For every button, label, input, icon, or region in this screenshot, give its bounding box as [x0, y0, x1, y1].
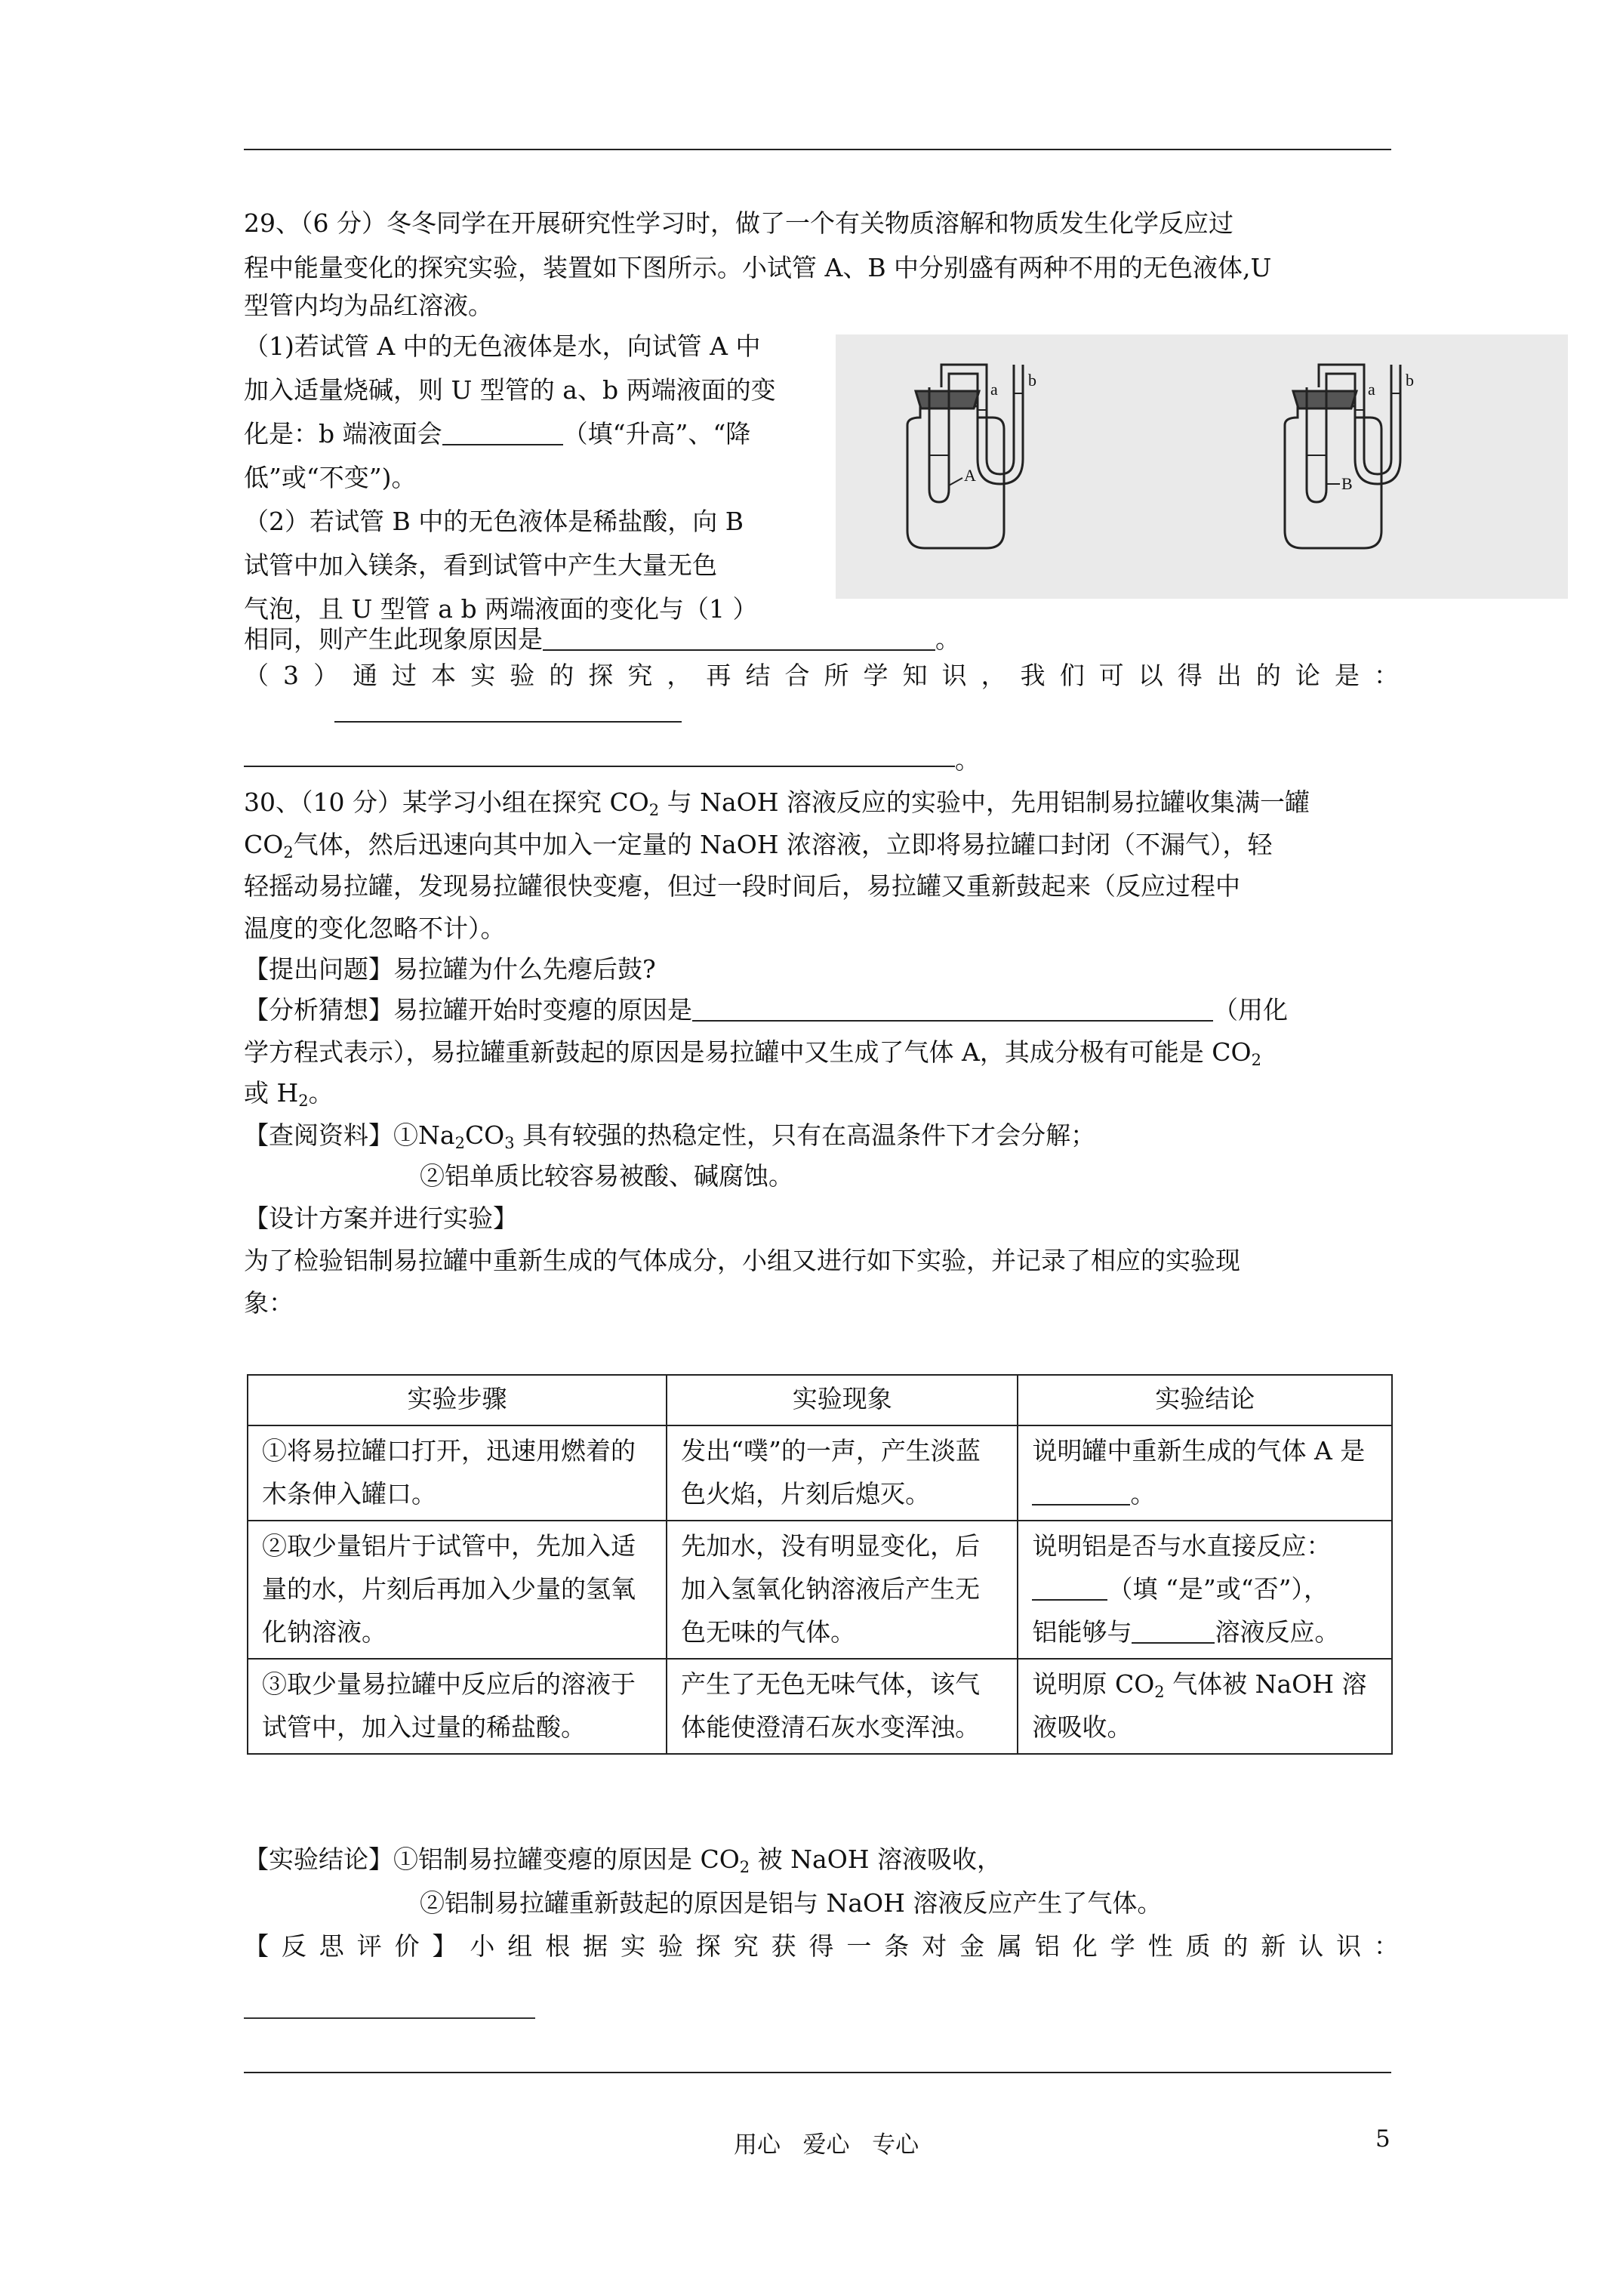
table-row [248, 1659, 1392, 1754]
left-apparatus [907, 365, 1023, 548]
q29-part2-line2: 试管中加入镁条，看到试管中产生大量无色 [244, 550, 717, 580]
q30-guess-line3b: 。 [308, 1078, 334, 1108]
q30-guess-b: （用化 [1213, 995, 1288, 1025]
q29-part1-line4: 低”或“不变”)。 [244, 463, 417, 492]
q30-question: 【提出问题】易拉罐为什么先瘪后鼓? [244, 954, 656, 984]
conclusion-text: 溶液反应。 [1215, 1617, 1340, 1647]
q30-design-desc1: 为了检验铝制易拉罐中重新生成的气体成分，小组又进行如下实验，并记录了相应的实验现 [244, 1246, 1240, 1275]
apparatus-diagram [836, 334, 1568, 599]
q29-part1-line3b: （填“升高”、“降 [562, 419, 751, 448]
footer-rule [244, 2072, 1391, 2073]
answer-blank [442, 421, 563, 445]
table-header-cell: 实验现象 [667, 1375, 1018, 1425]
answer-blank [334, 698, 682, 723]
q30-guess-line2a: 学方程式表示），易拉罐重新鼓起的原因是易拉罐中又生成了气体 A，其成分极有可能是 CO [244, 1037, 1252, 1067]
conclusion-cell: 说明原 $CO_2$ 气体被 NaOH 溶液吸收。 [1018, 1659, 1392, 1754]
q30-result1a: 【实验结论】①铝制易拉罐变瘪的原因是 CO [244, 1845, 740, 1874]
q30-line1b: 与 NaOH 溶液反应的实验中，先用铝制易拉罐收集满一罐 [659, 787, 1310, 817]
q30-info1: 【查阅资料】$①Na_2CO_3$ 具有较强的热稳定性，只有在高温条件下才会分解； [244, 1120, 1096, 1152]
step-cell: ①将易拉罐口打开，迅速用燃着的木条伸入罐口。 [248, 1425, 667, 1521]
conclusion-text: 说明铝是否与水直接反应： [1032, 1531, 1332, 1561]
q30-line4: 温度的变化忽略不计）。 [244, 914, 506, 943]
page-number: 5 [1375, 2125, 1390, 2153]
apparatus-figure [836, 334, 1568, 599]
conclusion-text: （填 “是”或“否”）， [1107, 1574, 1329, 1604]
answer-blank [543, 627, 935, 651]
footer-motto: 用心 爱心 专心 [734, 2131, 919, 2159]
q30-result2: ②铝制易拉罐重新鼓起的原因是铝与 NaOH 溶液反应产生了气体。 [420, 1888, 1163, 1918]
q29-part1-line1: （1)若试管 A 中的无色液体是水，向试管 A 中 [244, 331, 761, 361]
q29-line1: 29、（6 分）冬冬同学在开展研究性学习时，做了一个有关物质溶解和物质发生化学反应过 [244, 208, 1233, 238]
q30-design-desc2: 象： [244, 1288, 294, 1318]
phenomenon-cell: 产生了无色无味气体，该气体能使澄清石灰水变浑浊。 [667, 1659, 1018, 1754]
q30-info1a: 【查阅资料】①Na [244, 1120, 455, 1150]
table-row [248, 1521, 1392, 1659]
table-header-cell: 实验结论 [1018, 1375, 1392, 1425]
table-header-row [248, 1375, 1392, 1425]
label-a-right: a [1368, 380, 1375, 399]
q29-line2: 程中能量变化的探究实验，装置如下图所示。小试管 A、B 中分别盛有两种不用的无色液体,U [244, 253, 1272, 282]
label-tube-b: B [1341, 474, 1353, 493]
step-cell: ③取少量易拉罐中反应后的溶液于试管中，加入过量的稀盐酸。 [248, 1659, 667, 1754]
conclusion-text: 。 [1130, 1479, 1156, 1509]
q29-parts-text [244, 325, 833, 631]
q29-line3: 型管内均为品红溶液。 [244, 291, 493, 320]
q30-guess-line2: 学方程式表示），易拉罐重新鼓起的原因是易拉罐中又生成了气体 A，其成分极有可能是 $CO_2$ [244, 1037, 1261, 1069]
conclusion-text: 说明原 CO [1032, 1669, 1155, 1699]
table-row [248, 1425, 1392, 1521]
q29-part1-line3a: 化是：b 端液面会 [244, 419, 442, 448]
q30-line2a: CO [244, 830, 284, 859]
answer-blank [244, 2017, 535, 2019]
q30-info2: ②铝单质比较容易被酸、碱腐蚀。 [420, 1161, 793, 1191]
label-tube-a: A [964, 466, 976, 485]
q29-part3-end: 。 [955, 745, 980, 775]
q29-part1-line2: 加入适量烧碱，则 U 型管的 a、b 两端液面的变 [244, 375, 776, 405]
q30-line1: 30、（10 分）某学习小组在探究 $CO_2$ 与 NaOH 溶液反应的实验中，先用铝制易拉罐收集满一罐 [244, 787, 1310, 819]
experiment-table [247, 1374, 1393, 1755]
q30-reflect: 【反思评价】小组根据实验探究获得一条对金属铝化学性质的新认识： [244, 1931, 1399, 1961]
conclusion-cell [1018, 1425, 1392, 1521]
q30-info1c: 具有较强的热稳定性，只有在高温条件下才会分解； [514, 1120, 1096, 1150]
q30-guess-line3: 或 $H_2$。 [244, 1078, 334, 1110]
table-header-cell: 实验步骤 [248, 1375, 667, 1425]
q30-guess-a: 【分析猜想】易拉罐开始时变瘪的原因是 [244, 995, 692, 1025]
step-cell: ②取少量铝片于试管中，先加入适量的水，片刻后再加入少量的氢氧化钠溶液。 [248, 1521, 667, 1659]
q29-part2-line1: （2）若试管 B 中的无色液体是稀盐酸，向 B [244, 507, 744, 536]
q30-guess-line3a: 或 H [244, 1078, 299, 1108]
conclusion-text: 气体被 NaOH 溶液吸收。 [1032, 1669, 1367, 1742]
conclusion-text: 铝能够与 [1032, 1617, 1132, 1647]
label-b-right: b [1406, 371, 1414, 390]
answer-blank [1132, 1620, 1215, 1644]
phenomenon-cell: 发出“噗”的一声，产生淡蓝色火焰，片刻后熄灭。 [667, 1425, 1018, 1521]
label-a-left: a [990, 380, 998, 399]
q30-line1a: 30、（10 分）某学习小组在探究 CO [244, 787, 649, 817]
q30-result1: 【实验结论】①铝制易拉罐变瘪的原因是 $CO_2$ 被 NaOH 溶液吸收， [244, 1845, 1002, 1876]
answer-blank [1032, 1576, 1107, 1601]
answer-blank [244, 743, 955, 767]
q30-info1b: CO [464, 1120, 505, 1150]
q30-line2: $CO_2$气体，然后迅速向其中加入一定量的 NaOH 浓溶液，立即将易拉罐口封闭（不漏气），轻 [244, 830, 1273, 861]
q29-part2-line4a: 相同，则产生此现象原因是 [244, 624, 543, 654]
q30-line2b: 气体，然后迅速向其中加入一定量的 NaOH 浓溶液，立即将易拉罐口封闭（不漏气），轻 [293, 830, 1273, 859]
q29-part2-line4b: 。 [935, 624, 960, 654]
answer-blank [692, 997, 1213, 1022]
phenomenon-cell: 先加水，没有明显变化，后加入氢氧化钠溶液后产生无色无味的气体。 [667, 1521, 1018, 1659]
conclusion-cell [1018, 1521, 1392, 1659]
label-b-left: b [1028, 371, 1036, 390]
q30-design-heading: 【设计方案并进行实验】 [244, 1203, 518, 1233]
q29-part3-line1: （3）通过本实验的探究，再结合所学知识，我们可以得出的论是： [244, 661, 1399, 690]
q30-result1b: 被 NaOH 溶液吸收， [750, 1845, 1002, 1874]
answer-blank [1032, 1481, 1130, 1505]
q29-part1-line3 [244, 412, 833, 456]
right-apparatus [1285, 365, 1400, 548]
q30-line3: 轻摇动易拉罐，发现易拉罐很快变瘪，但过一段时间后，易拉罐又重新鼓起来（反应过程中 [244, 871, 1240, 901]
q29-part2-line3: 气泡，且 U 型管 a b 两端液面的变化与（1 ） [244, 594, 758, 624]
conclusion-text: 说明罐中重新生成的气体 A 是 [1032, 1436, 1366, 1465]
header-rule [244, 149, 1391, 150]
